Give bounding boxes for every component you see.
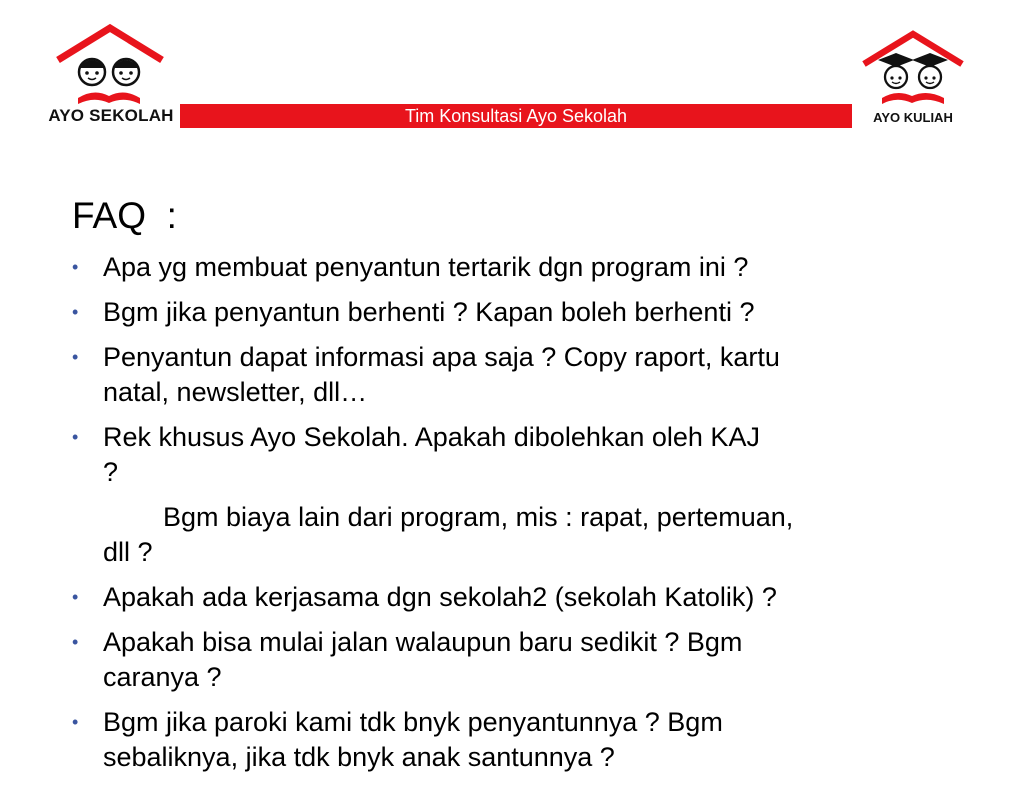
faq-item-line: ? xyxy=(103,457,119,487)
faq-item-line: sebaliknya, jika tdk bnyk anak santunnya ? xyxy=(103,742,615,772)
faq-item-line: Penyantun dapat informasi apa saja ? Copy raport, kartu xyxy=(103,342,780,372)
faq-item xyxy=(70,625,970,695)
house-graduates-icon xyxy=(856,28,970,108)
bullet-icon: • xyxy=(72,632,79,652)
header-banner xyxy=(180,104,852,128)
faq-item-line: natal, newsletter, dll… xyxy=(103,377,368,407)
bullet-icon: • xyxy=(72,347,79,367)
faq-item xyxy=(70,250,970,285)
faq-list xyxy=(70,250,970,785)
bullet-icon: • xyxy=(72,427,79,447)
faq-item xyxy=(70,705,970,775)
bullet-icon: • xyxy=(72,712,79,732)
faq-item-line: caranya ? xyxy=(103,662,222,692)
bullet-icon: • xyxy=(72,257,79,277)
bullet-icon: • xyxy=(72,302,79,322)
logo-right-text: AYO KULIAH xyxy=(873,110,953,125)
banner-text: Tim Konsultasi Ayo Sekolah xyxy=(404,105,628,126)
faq-item xyxy=(70,580,970,615)
faq-item-line: Bgm jika penyantun berhenti ? Kapan boleh berhenti ? xyxy=(103,297,755,327)
ayo-kuliah-logo xyxy=(856,28,970,132)
house-children-icon xyxy=(48,22,174,106)
faq-item-line: Apa yg membuat penyantun tertarik dgn program ini ? xyxy=(103,252,749,282)
faq-item-line: Rek khusus Ayo Sekolah. Apakah dibolehkan oleh KAJ xyxy=(103,422,760,452)
faq-item xyxy=(70,420,970,490)
logo-left-text: AYO SEKOLAH xyxy=(48,106,174,125)
faq-item-line: Apakah bisa mulai jalan walaupun baru sedikit ? Bgm xyxy=(103,627,743,657)
faq-item-line: dll ? xyxy=(103,537,153,567)
ayo-sekolah-logo xyxy=(48,22,174,132)
bullet-icon: • xyxy=(72,587,79,607)
faq-item xyxy=(70,295,970,330)
faq-item-unbulleted xyxy=(70,500,970,570)
faq-item xyxy=(70,340,970,410)
faq-item-line: Apakah ada kerjasama dgn sekolah2 (sekolah Katolik) ? xyxy=(103,582,777,612)
faq-item-line: Bgm jika paroki kami tdk bnyk penyantunnya ? Bgm xyxy=(103,707,723,737)
faq-item-line: Bgm biaya lain dari program, mis : rapat, pertemuan, xyxy=(163,502,794,532)
faq-title: FAQ : xyxy=(72,195,177,236)
